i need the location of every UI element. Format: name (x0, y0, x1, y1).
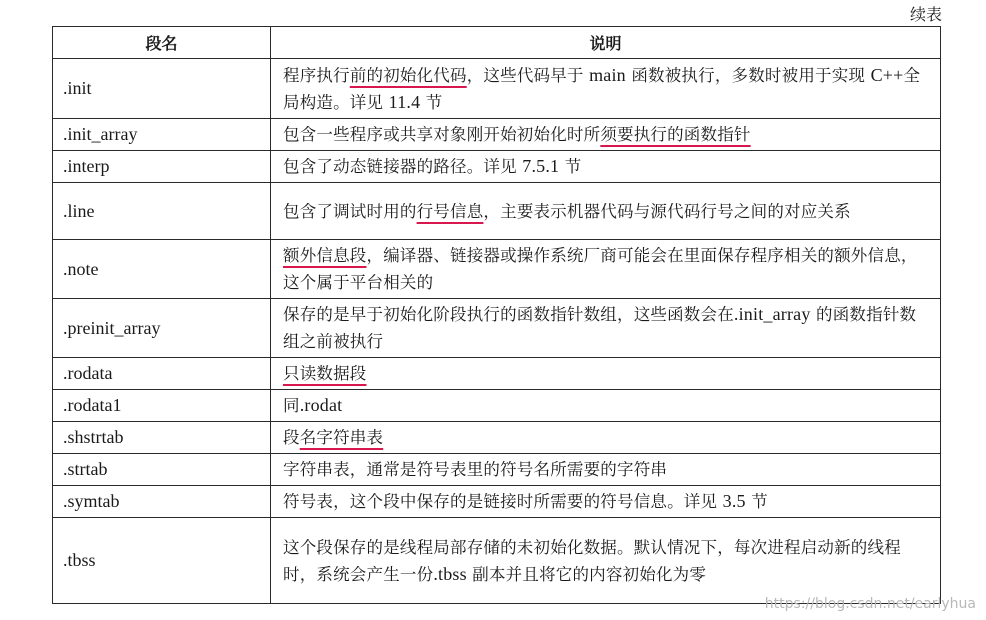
watermark: https://blog.csdn.net/earlyhua (764, 596, 976, 612)
table-row (53, 390, 941, 422)
section-name-cell: .init (53, 59, 271, 119)
description-text: ，主要表示机器代码与源代码行号之间的对应关系 (483, 201, 851, 221)
section-description-cell (271, 240, 941, 299)
section-table (52, 26, 941, 604)
description-text: 段 (283, 428, 300, 447)
section-description-cell (271, 358, 941, 390)
section-description-cell (271, 422, 941, 454)
underlined-text: 须要执行的函数指针 (600, 125, 751, 144)
section-name-cell: .init_array (53, 119, 271, 151)
description-text: 保存的是早于初始化阶段执行的函数指针数组，这些函数会在 (283, 305, 734, 324)
description-text: C++ (870, 64, 904, 85)
description-text: 包含了调试时用的 (283, 201, 417, 221)
underlined-text: 名字符串表 (299, 428, 384, 447)
description-text: 3.5 (722, 491, 746, 511)
description-text: 字符串表，通常是符号表里的符号名所需要的字符串 (283, 460, 668, 479)
section-name-cell: .shstrtab (53, 422, 271, 454)
underlined-text: 前的初始化代码 (349, 65, 467, 85)
section-description-cell (271, 151, 941, 183)
table-row (53, 518, 941, 604)
table-row (53, 59, 941, 119)
table-row (53, 240, 941, 299)
section-description-cell (271, 299, 941, 358)
table-row (53, 422, 941, 454)
section-description-cell (271, 518, 941, 604)
description-text: 11.4 (388, 91, 421, 112)
description-text: 包含一些程序或共享对象刚开始初始化时所 (283, 125, 601, 144)
description-text: 节 (559, 157, 582, 176)
section-description-cell (271, 59, 941, 119)
description-text: 符号表，这个段中保存的是链接时所需要的符号信息。详见 (283, 492, 723, 511)
description-text: 副本并且将它的内容初始化为零 (466, 564, 707, 584)
underlined-text: 额外信息段 (283, 246, 367, 265)
description-text: 包含了动态链接器的路径。详见 (283, 157, 523, 176)
description-text: ，编译器、链接器或操作系统厂商可能会在里面保存程序相关的额外信息，这个属于平台相关的 (283, 246, 918, 292)
description-text: 7.5.1 (522, 156, 560, 176)
table-row (53, 454, 941, 486)
description-text: .init_array (733, 304, 811, 324)
section-name-cell: .interp (53, 151, 271, 183)
description-text: main (589, 64, 626, 85)
table-row (53, 151, 941, 183)
continued-label: 续表 (909, 5, 942, 24)
table-row (53, 183, 941, 240)
section-name-cell: .tbss (53, 518, 271, 604)
table-row (53, 486, 941, 518)
section-description-cell (271, 390, 941, 422)
table-row (53, 299, 941, 358)
section-description-cell (271, 183, 941, 240)
section-name-cell: .strtab (53, 454, 271, 486)
section-description-cell (271, 454, 941, 486)
description-text: 全局构造。详见 (283, 65, 921, 112)
description-text: .rodat (299, 395, 343, 415)
header-description: 说明 (271, 27, 941, 59)
description-text: 节 (420, 92, 443, 112)
description-text: 同 (283, 396, 300, 415)
description-text: ，这些代码早于 (466, 65, 590, 85)
section-name-cell: .rodata1 (53, 390, 271, 422)
section-name-cell: .preinit_array (53, 299, 271, 358)
header-section-name: 段名 (53, 27, 271, 59)
section-description-cell (271, 119, 941, 151)
underlined-text: 只读数据段 (283, 364, 367, 383)
underlined-text: 行号信息 (416, 201, 484, 221)
section-name-cell: .rodata (53, 358, 271, 390)
description-text: 程序执行 (283, 65, 350, 85)
section-name-cell: .note (53, 240, 271, 299)
section-name-cell: .symtab (53, 486, 271, 518)
description-text: 函数被执行，多数时被用于实现 (625, 65, 871, 85)
description-text: 的函数指针数组之前被执行 (283, 305, 917, 351)
description-text: .tbss (433, 563, 467, 584)
table-row (53, 119, 941, 151)
table-row (53, 358, 941, 390)
description-text: 节 (745, 492, 768, 511)
section-description-cell (271, 486, 941, 518)
table-body (53, 59, 941, 604)
header-row (53, 27, 941, 59)
description-text: 这个段保存的是线程局部存储的未初始化数据。默认情况下，每次进程启动新的线程时，系统会产生一份 (283, 537, 901, 584)
section-name-cell: .line (53, 183, 271, 240)
